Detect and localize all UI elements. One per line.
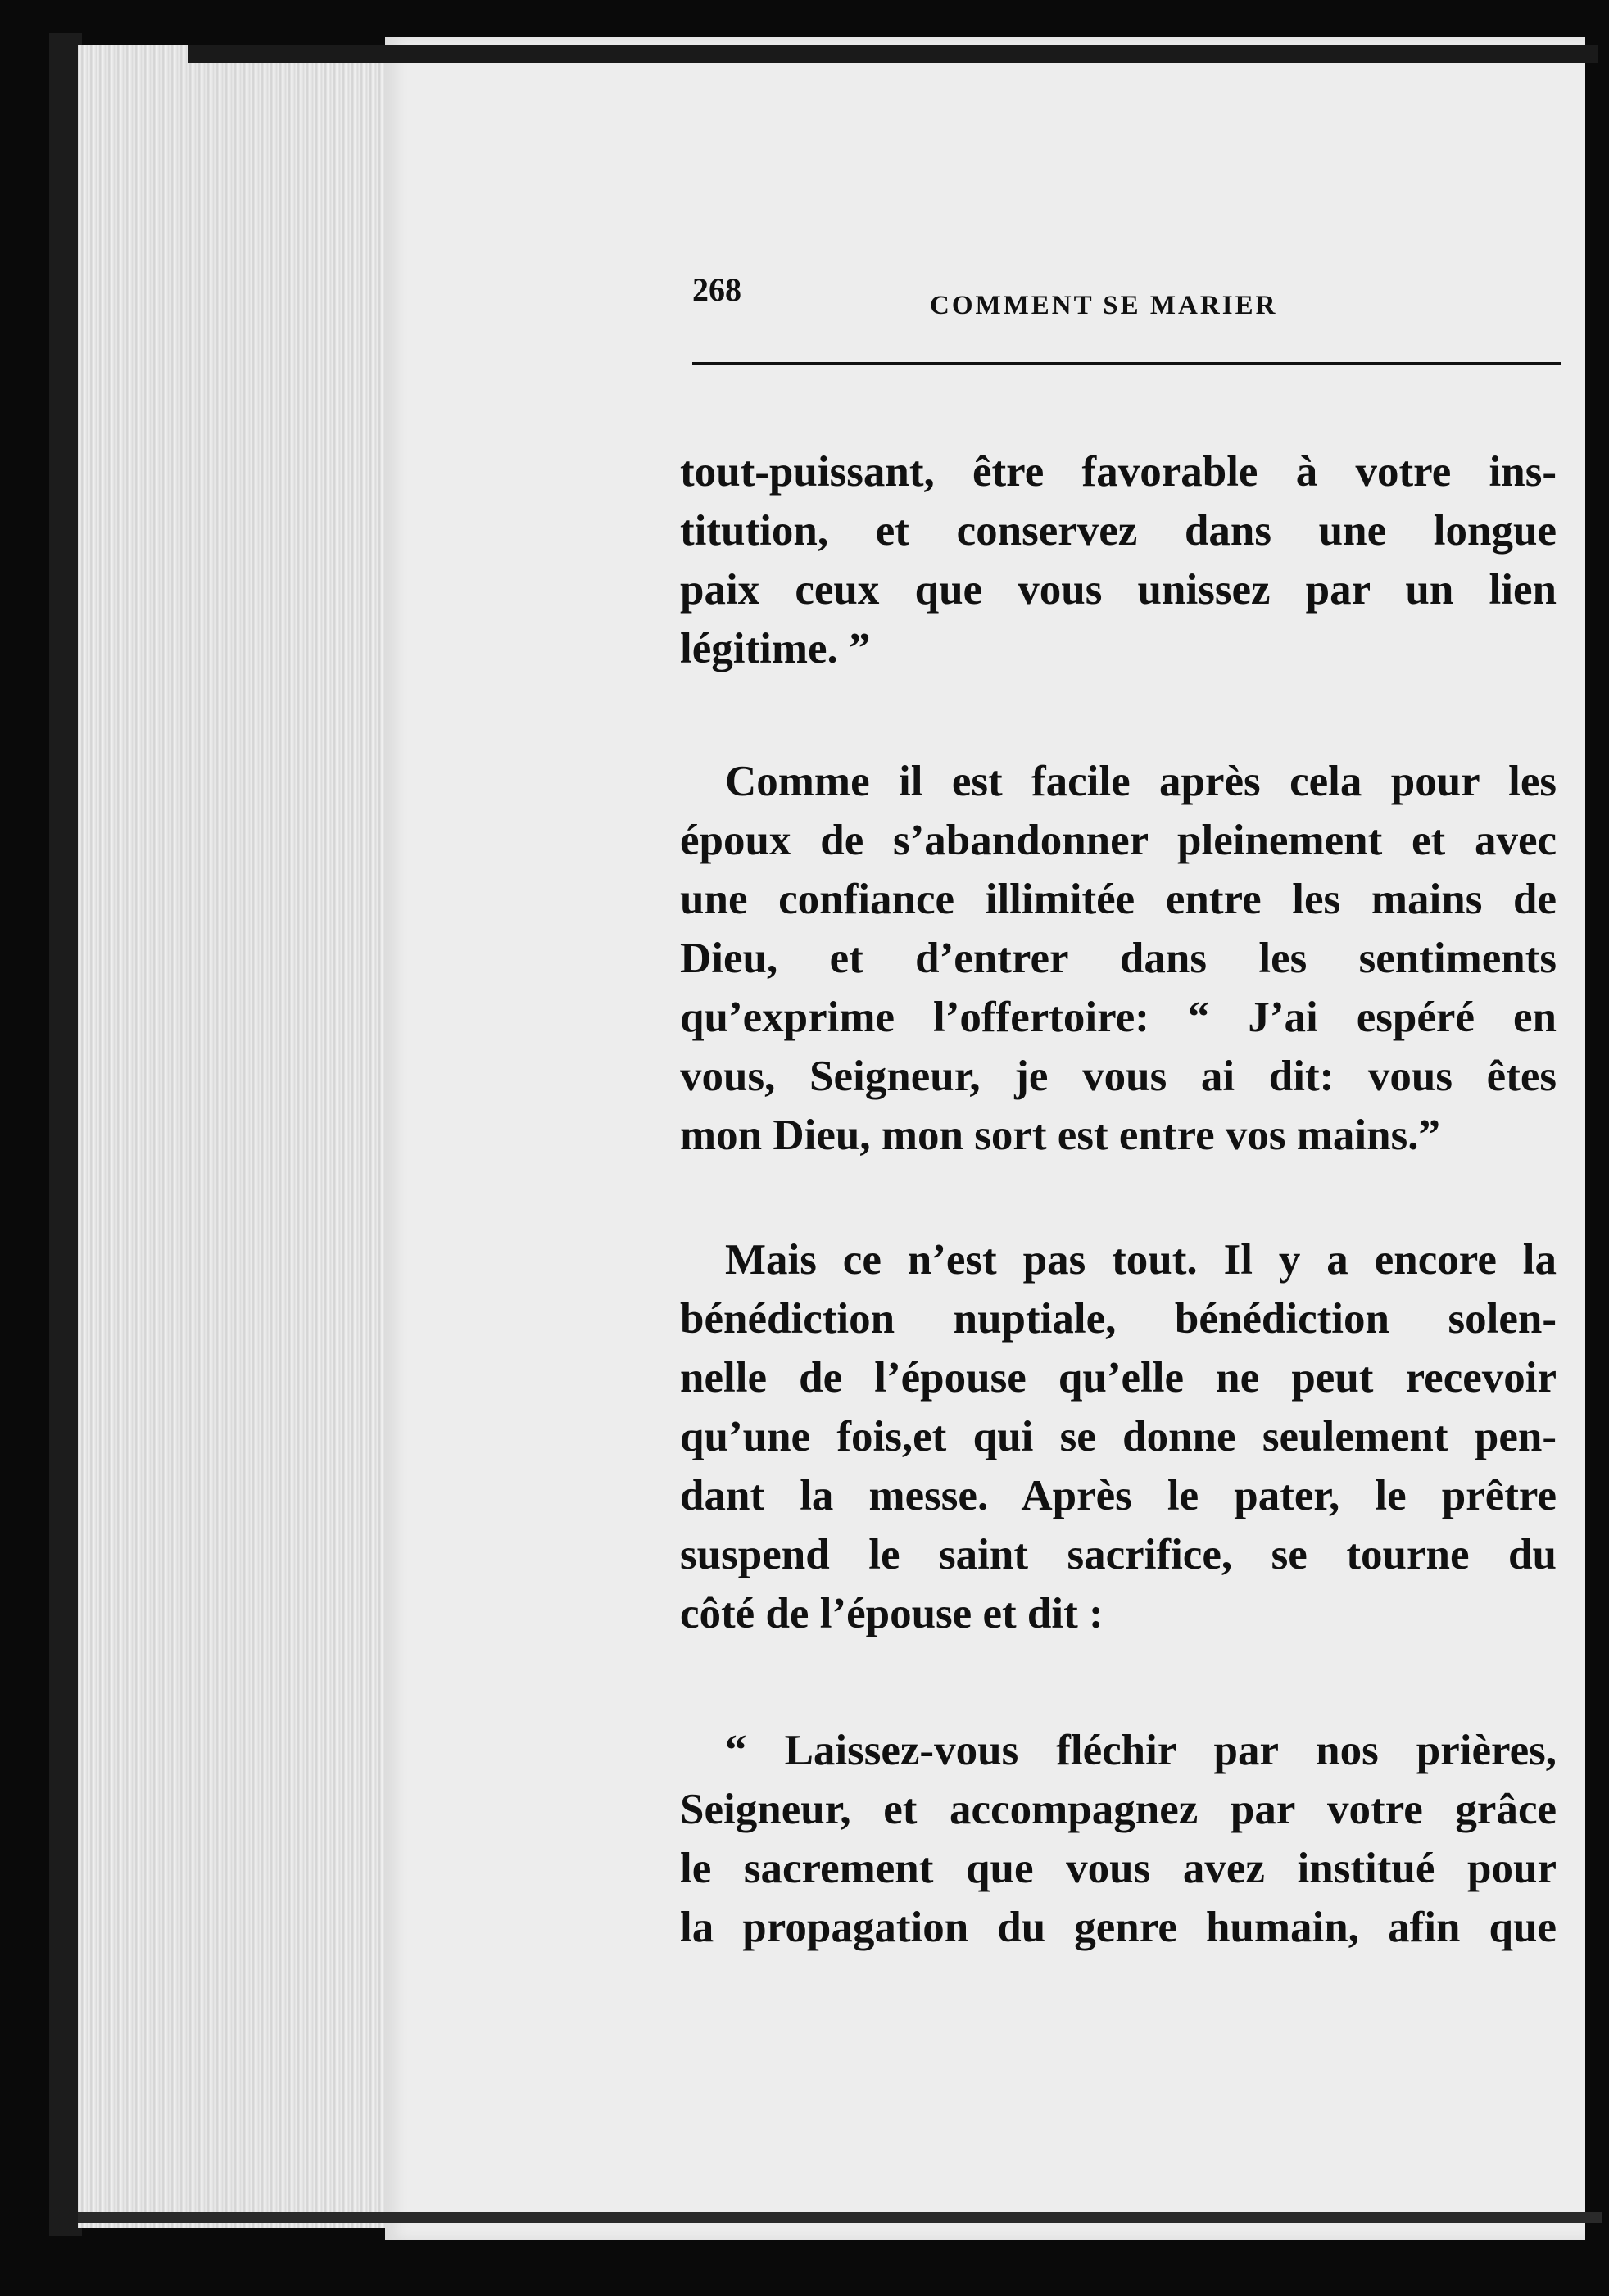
text-line: titution, et conservez dans une longue [680, 507, 1557, 555]
body-text [680, 442, 1557, 1957]
text-line: époux de s’abandonner pleinement et avec [680, 817, 1557, 864]
text-line: paix ceux que vous unissez par un lien [680, 566, 1557, 614]
header-rule [692, 362, 1561, 365]
paragraph [680, 1230, 1557, 1643]
text-line: Seigneur, et accompagnez par votre grâce [680, 1786, 1557, 1833]
text-line: Comme il est facile après cela pour les [725, 758, 1557, 805]
page-number: 268 [692, 271, 741, 308]
text-line: le sacrement que vous avez institué pour [680, 1845, 1557, 1892]
text-line: suspend le saint sacrifice, se tourne du [680, 1531, 1557, 1578]
text-line: Mais ce n’est pas tout. Il y a encore la [725, 1236, 1557, 1284]
paragraph [680, 752, 1557, 1165]
text-line: la propagation du genre humain, afin que [680, 1904, 1557, 1951]
text-line: mon Dieu, mon sort est entre vos mains.” [680, 1112, 1440, 1159]
paragraph [680, 1721, 1557, 1957]
text-line: qu’une fois,et qui se donne seulement pen- [680, 1413, 1557, 1460]
text-line: côté de l’épouse et dit : [680, 1590, 1104, 1637]
text-line: légitime. ” [680, 625, 871, 672]
text-line: une confiance illimitée entre les mains de [680, 876, 1557, 923]
text-line: qu’exprime l’offertoire: “ J’ai espéré en [680, 994, 1557, 1041]
book-top-edge [188, 45, 1598, 63]
text-line: Dieu, et d’entrer dans les sentiments [680, 935, 1557, 982]
book-spine-edge [49, 33, 82, 2236]
running-head: COMMENT SE MARIER [930, 291, 1278, 320]
text-line: bénédiction nuptiale, bénédiction solen- [680, 1295, 1557, 1343]
text-line: “ Laissez-vous fléchir par nos prières, [725, 1727, 1557, 1774]
book-bottom-edge [78, 2212, 1602, 2223]
text-line: dant la messe. Après le pater, le prêtre [680, 1472, 1557, 1519]
text-line: vous, Seigneur, je vous ai dit: vous êtes [680, 1053, 1557, 1100]
text-line: nelle de l’épouse qu’elle ne peut recevoir [680, 1354, 1557, 1402]
page-stack-edges [78, 45, 406, 2228]
paragraph [680, 442, 1557, 678]
text-line: tout-puissant, être favorable à votre ins- [680, 448, 1557, 496]
